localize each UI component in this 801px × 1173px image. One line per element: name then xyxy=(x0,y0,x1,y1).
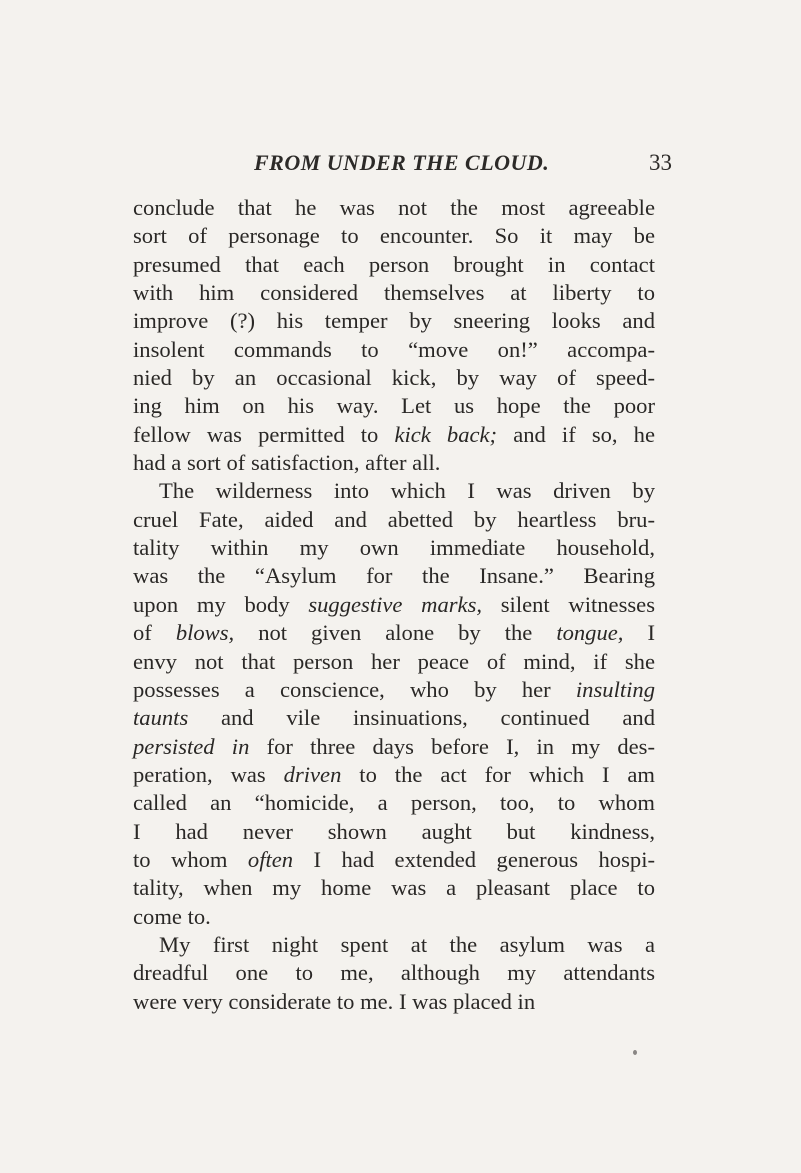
text-line xyxy=(133,903,655,931)
line-text: to whom xyxy=(133,846,248,872)
line-text: nied by an occasional kick, by way of speed- xyxy=(133,365,655,391)
text-line xyxy=(133,619,655,647)
text-line xyxy=(133,874,655,902)
line-text: dreadful one to me, although my attendants xyxy=(133,960,655,986)
text-line xyxy=(133,194,655,222)
line-text: peration, was xyxy=(133,761,284,787)
line-text: of xyxy=(133,620,176,646)
line-text: My first night spent at the asylum was a xyxy=(159,931,655,957)
text-line xyxy=(133,648,655,676)
line-text: with him considered themselves at liberty to xyxy=(133,280,655,306)
line-text: silent witnesses xyxy=(482,591,655,617)
text-line xyxy=(133,449,655,477)
text-line xyxy=(133,818,655,846)
text-line xyxy=(133,477,655,505)
italic-text: persisted in xyxy=(133,733,250,759)
line-text: upon my body xyxy=(133,591,309,617)
text-line xyxy=(133,789,655,817)
text-line xyxy=(133,846,655,874)
text-line xyxy=(133,279,655,307)
italic-text: suggestive marks, xyxy=(308,591,483,617)
text-line xyxy=(133,704,655,732)
line-text: possesses a conscience, who by her xyxy=(133,676,576,702)
text-line xyxy=(133,421,655,449)
line-text: conclude that he was not the most agreeable xyxy=(133,195,655,220)
line-text: called an “homicide, a person, too, to whom xyxy=(133,790,655,816)
line-text: envy not that person her peace of mind, if she xyxy=(133,648,655,674)
text-line xyxy=(133,931,655,959)
line-text: to the act for which I am xyxy=(341,761,655,787)
text-line xyxy=(133,364,655,392)
text-line xyxy=(133,676,655,704)
line-text: ing him on his way. Let us hope the poor xyxy=(133,393,655,419)
italic-text: blows, xyxy=(175,620,235,646)
running-head xyxy=(132,150,672,184)
line-text: improve (?) his temper by sneering looks and xyxy=(133,308,655,334)
text-line xyxy=(133,534,655,562)
line-text: insolent commands to “move on!” accompa- xyxy=(133,336,655,362)
italic-text: driven xyxy=(283,761,342,787)
text-line xyxy=(133,506,655,534)
text-line xyxy=(133,562,655,590)
line-text: cruel Fate, aided and abetted by heartless bru- xyxy=(133,506,655,532)
line-text: fellow was permitted to xyxy=(133,421,395,447)
text-line xyxy=(133,392,655,420)
page-number: 33 xyxy=(649,150,672,175)
text-line xyxy=(133,591,655,619)
body-text xyxy=(133,194,655,1016)
line-text: tality within my own immediate household, xyxy=(133,535,655,561)
italic-text: tongue, xyxy=(556,620,624,646)
line-text: and if so, he xyxy=(497,421,655,447)
line-text: was the “Asylum for the Insane.” Bearing xyxy=(133,563,655,589)
line-text: were very considerate to me. I was placed in xyxy=(133,988,536,1014)
running-title: FROM UNDER THE CLOUD. xyxy=(254,150,550,175)
italic-text: kick back; xyxy=(394,421,498,447)
line-text: not given alone by the xyxy=(234,620,557,646)
line-text: come to. xyxy=(133,903,211,929)
line-text: I xyxy=(623,620,655,646)
italic-text: often xyxy=(247,846,294,872)
italic-text: taunts xyxy=(133,705,189,731)
text-line xyxy=(133,959,655,987)
line-text: I had never shown aught but kindness, xyxy=(133,818,655,844)
text-line xyxy=(133,988,655,1016)
line-text: I had extended generous hospi- xyxy=(293,846,655,872)
text-line xyxy=(133,336,655,364)
text-line xyxy=(133,733,655,761)
line-text: sort of personage to encounter. So it may be xyxy=(133,223,655,249)
line-text: The wilderness into which I was driven by xyxy=(159,478,655,504)
text-line xyxy=(133,307,655,335)
italic-text: insulting xyxy=(575,676,655,702)
text-line xyxy=(133,761,655,789)
line-text: tality, when my home was a pleasant place to xyxy=(133,875,655,901)
line-text: had a sort of satisfaction, after all. xyxy=(133,450,441,476)
line-text: for three days before I, in my des- xyxy=(249,733,655,759)
line-text: presumed that each person brought in contact xyxy=(133,251,655,277)
printing-speck xyxy=(633,1050,637,1055)
text-line xyxy=(133,251,655,279)
line-text: and vile insinuations, continued and xyxy=(188,705,655,731)
text-line xyxy=(133,222,655,250)
